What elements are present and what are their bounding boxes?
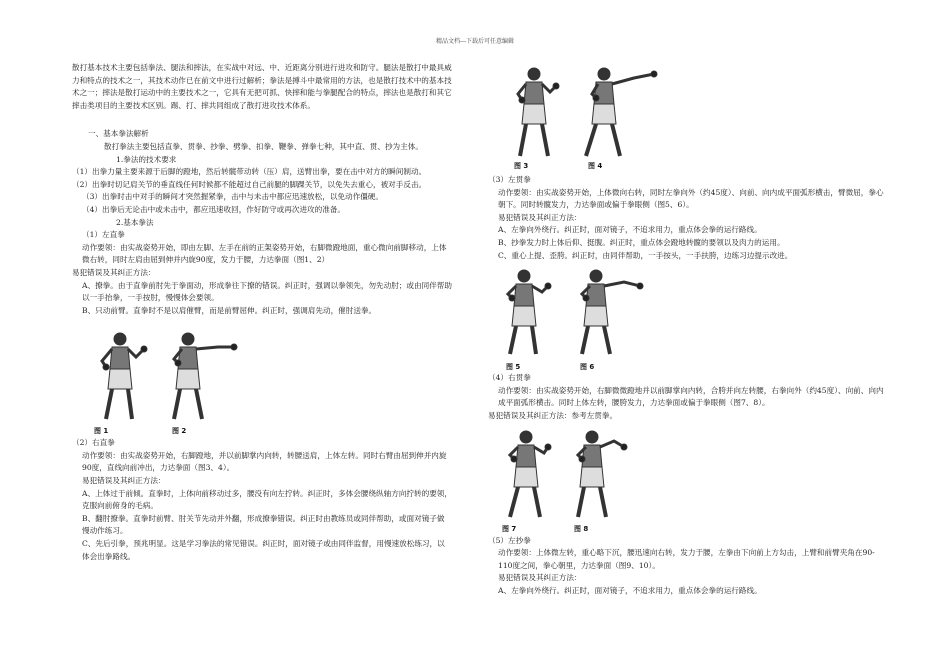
- figure-7-label: 图 7: [502, 524, 517, 533]
- left-straight-action: 动作要领：由实战姿势开始，即由左脚、左手在前的正架姿势开始，右脚微蹬地面，重心微向前脚移动，上体微右转，同时左肩由屈到伸并内旋90度，发力于腰，力达拳面（图1、2）: [82, 242, 447, 265]
- figures-3-4: [488, 62, 888, 174]
- requirement-1: （1）出拳力量主要来源于后脚的蹬地，然后转髋带动转（压）肩，送臂出拳，要在击中对方的瞬间制动。: [72, 167, 427, 177]
- figure-1-label: 图 1: [94, 427, 109, 436]
- fighter-figure-1: [94, 327, 154, 427]
- figures-1-2: [72, 317, 452, 437]
- section-basic-fist-intro: 散打拳法主要包括直拳、贯拳、抄拳、劈拳、扣拳、鞭拳、弹拳七种，其中直、贯、抄为主体。: [104, 141, 423, 151]
- left-straight-error-b: B、只动前臂。直拳时不是以肩催臂，而是前臂屈伸。纠正时，强调肩先动，催肘送拳。: [82, 305, 377, 315]
- figure-5-label: 图 5: [506, 363, 521, 372]
- left-straight-error-a: A、撩拳。由于直拳前肘先于拳面动，形成拳往下撩的错误。纠正时，强调以拳领先，勿先动肘；或由同伴帮助以一手抬拳，一手按肘，慢慢体会要领。: [82, 280, 452, 303]
- left-uppercut-error-a: A、左拳向外绕行。纠正时，面对镜子，不追求用力，重点体会拳的运行路线。: [498, 585, 762, 595]
- fighter-figure-2: [164, 327, 244, 427]
- section-basic-fist-heading: 一、基本拳法解析: [88, 129, 149, 139]
- figures-5-6: [488, 262, 888, 372]
- left-hook-action: 动作要领：由实战姿势开始，上体微向右转，同时左拳向外（约45度）、向前、向内成平面弧形横击，臂微屈，拳心朝下。同时转髋发力，力达拳面或偏于拳眼侧（图5、6）。: [498, 187, 884, 210]
- right-hook-heading: （4）右贯拳: [488, 373, 531, 383]
- left-hook-error-b: B、抄拳发力时上体后仰、挺腹。纠正时，重点体会蹬地转髋的要领以及肉力的运用。: [498, 237, 785, 247]
- left-hook-error-a: A、左拳向外绕行。纠正时，面对镜子，不追求用力，重点体会拳的运行路线。: [498, 225, 762, 235]
- left-column: [72, 62, 452, 563]
- left-uppercut-errors-heading: 易犯错误及其纠正方法：: [498, 573, 582, 583]
- fighter-figure-7: [498, 425, 558, 523]
- right-straight-errors-heading: 易犯错误及其纠正方法：: [82, 476, 166, 486]
- figure-6-label: 图 6: [580, 363, 595, 372]
- figure-3-label: 图 3: [514, 162, 529, 170]
- figures-7-8: [488, 423, 888, 535]
- right-hook-action: 动作要领：由实战姿势开始，右脚微微蹬地并以前脚掌向内转，合胯并向左转腰，右拳向外（约45度）、向前、向内成平面弧形横击。同时上体左转，腰胯发力，力达拳面或偏于拳眼侧（图7、8）。: [498, 385, 884, 408]
- figure-2-label: 图 2: [172, 427, 187, 436]
- right-column: [488, 62, 888, 598]
- basic-fist-heading: 2.基本拳法: [116, 217, 154, 227]
- left-straight-heading: （1）左直拳: [82, 230, 125, 240]
- requirement-2: （2）出拳时切记肩关节的垂直线任何时候都不能超过自己前腿的脚踝关节，以免失去重心，被对手反击。: [72, 179, 427, 189]
- right-hook-errors: 易犯错误及其纠正方法：参考左贯拳。: [488, 410, 618, 420]
- requirement-4: （4）出拳后无论击中或未击中，都应迅速收回，作好防守或再次进攻的准备。: [82, 204, 346, 214]
- page-header: 精品文档---下载后可任意编辑: [435, 38, 515, 45]
- requirement-3: （3）出拳时击中对手的瞬间才突然握紧拳，击中与未击中都应迅速放松，以免动作僵硬。: [82, 192, 383, 202]
- right-straight-heading: （2）右直拳: [72, 438, 115, 448]
- fighter-figure-3: [504, 62, 574, 162]
- figure-4-label: 图 4: [588, 162, 603, 170]
- left-hook-heading: （3）左贯拳: [488, 175, 531, 184]
- left-hook-error-c: C、重心上提、歪胯。纠正时，由同伴帮助，一手按头，一手扶胯，边练习边提示改进。: [498, 250, 793, 260]
- left-uppercut-heading: （5）左抄拳: [488, 535, 531, 545]
- right-straight-error-a: A、上体过于前倾。直拳时，上体向前移动过多，腰没有向左拧转。纠正时，多体会腰绕纵轴方向拧转的要领，克服向前俯身的毛病。: [82, 488, 452, 511]
- right-straight-error-c: C、先后引拳，预兆明显。这是学习拳法的常见错误。纠正时，面对镜子或由同伴监督，用慢速放松练习，以体会出拳路线。: [82, 539, 445, 561]
- right-straight-action: 动作要领：由实战姿势开始，右脚蹬地，并以前脚掌内向转，转腰送肩，上体左转。同时右臂由屈到伸并内旋90度，直线向前冲出，力达拳面（图3、4）。: [82, 450, 447, 473]
- fighter-figure-5: [498, 264, 558, 360]
- left-straight-errors-heading: 易犯错误及其纠正方法：: [72, 267, 156, 277]
- fighter-figure-6: [566, 264, 650, 360]
- fighter-figure-8: [564, 425, 634, 523]
- figure-8-label: 图 8: [574, 524, 589, 533]
- right-straight-error-b: B、翻肘撩拳。直拳时前臂、肘关节先动并外翻，形成撩拳错误。纠正时由教练员或同伴帮助，或面对镜子做慢动作练习。: [82, 513, 445, 536]
- requirements-heading: 1.拳法的技术要求: [116, 154, 177, 164]
- intro-paragraph: 散打基本技术主要包括拳法、腿法和摔法，在实战中对远、中、近距离分别进行进攻和防守。腿法是散打中最具威力和特点的技术之一，其技术动作已在前文中进行过解析；拳法是搏斗中最常用的方法，也是散打技术中的基本技术之一；摔法是散打运动中的主要技术之一，它具有无把可抓、快摔和能与拳腿配合的特点，摔法也是散打和其它摔击类项目的主要技术区别。踢、打、摔共同组成了散打进攻技术体系。: [72, 63, 452, 110]
- left-uppercut-action: 动作要领：上体微左转，重心略下沉，腰迅速向右转，发力于腰，左拳由下向前上方勾击，上臂和前臂夹角在90-110度之间，拳心朝里，力达拳面（图9、10）。: [498, 548, 875, 570]
- left-hook-errors-heading: 易犯错误及其纠正方法：: [498, 212, 582, 222]
- fighter-figure-4: [574, 62, 664, 162]
